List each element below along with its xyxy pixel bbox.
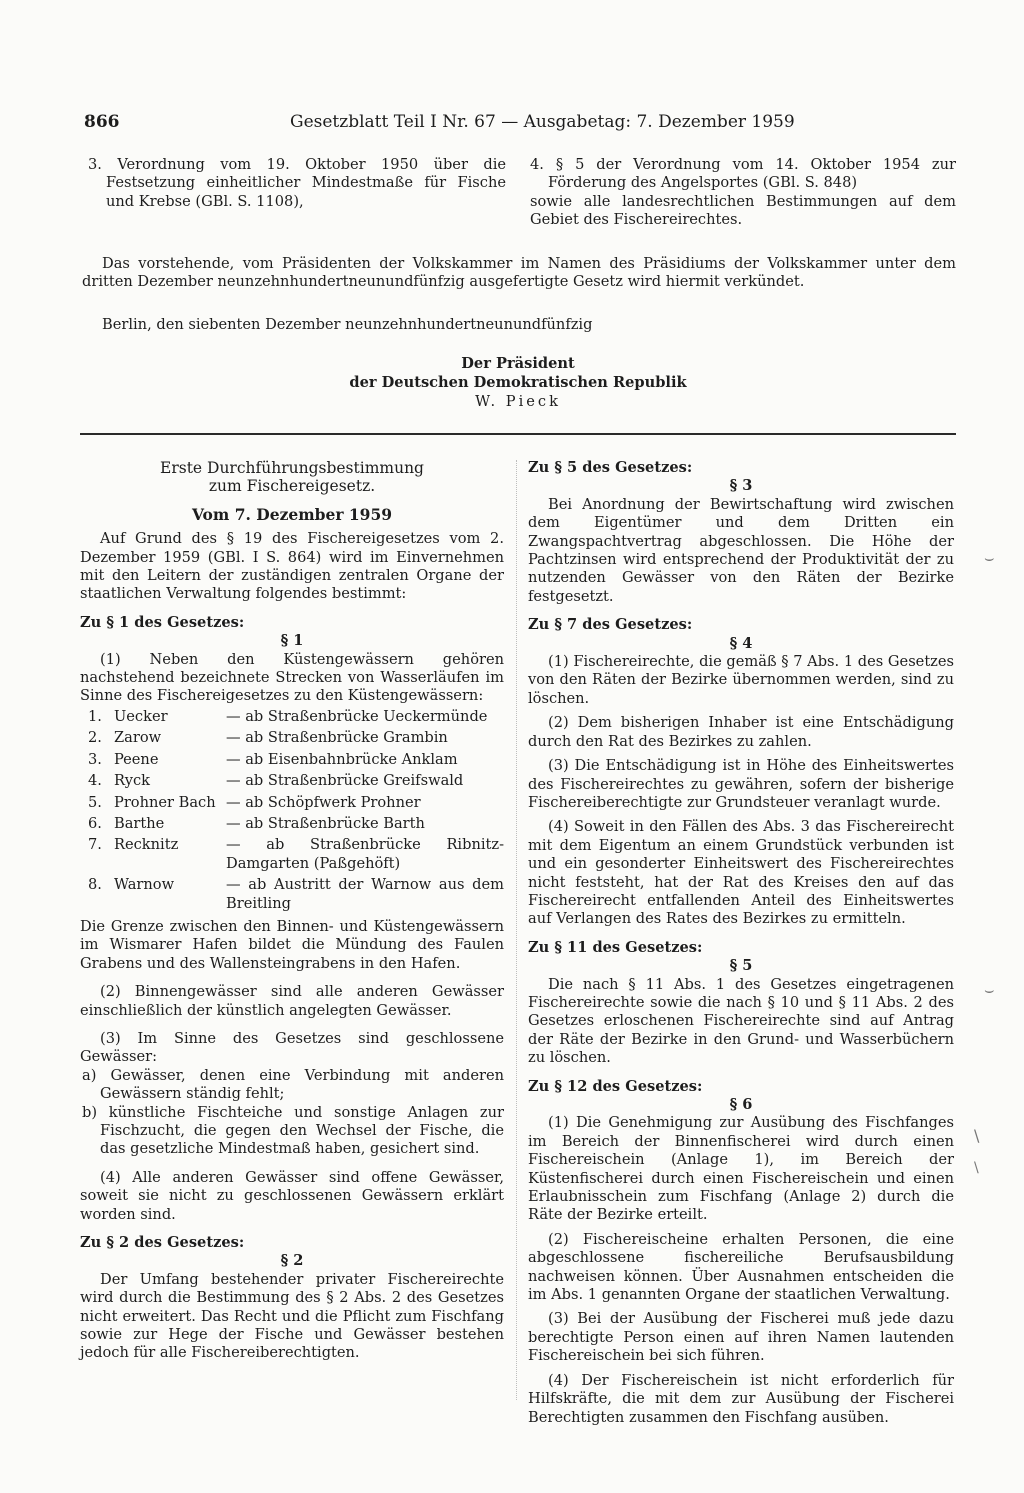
column-divider <box>516 460 517 1400</box>
top-left-item <box>88 156 506 211</box>
river-desc: — ab Straßenbrücke Ribnitz-Damgarten (Paßgehöft) <box>226 836 504 872</box>
margin-mark: ⌣ <box>984 980 995 999</box>
river-number: 2. <box>88 729 102 747</box>
river-name: Uecker <box>114 707 168 725</box>
s1-clause-3a: a) Gewässer, denen eine Verbindung mit anderen Gewässern ständig fehlt; <box>82 1066 504 1103</box>
river-row <box>80 794 504 815</box>
margin-mark: \ <box>974 1126 980 1145</box>
left-column <box>80 459 504 1363</box>
river-row <box>80 836 504 876</box>
river-desc: — ab Straßenbrücke Ueckermünde <box>226 707 488 725</box>
s1-clause-1: (1) Neben den Küstengewässern gehören nachstehend bezeichnete Strecken von Wasserläufen im Sinne des Fischereigesetzes zu den Küstengewässern: <box>80 650 504 705</box>
repeal-item-4: 4. § 5 der Verordnung vom 14. Oktober 1954 zur Förderung des Angelsportes (GBl. S. 848) <box>530 156 956 192</box>
river-row <box>80 815 504 836</box>
river-row <box>80 751 504 772</box>
paragraph-2-heading: § 2 <box>280 1252 304 1270</box>
paragraph-5-heading: § 5 <box>729 957 753 975</box>
river-number: 7. <box>88 836 102 854</box>
river-desc: — ab Austritt der Warnow aus dem Breitling <box>226 876 504 912</box>
top-right-item <box>530 156 956 230</box>
river-number: 1. <box>88 707 102 725</box>
zu-1-heading: Zu § 1 des Gesetzes: <box>80 613 245 631</box>
signature-line-2: der Deutschen Demokratischen Republik <box>349 374 687 391</box>
rivers-table <box>80 708 504 916</box>
s4-clause-2: (2) Dem bisherigen Inhaber ist eine Entschädigung durch den Rat des Bezirkes zu zahlen. <box>528 714 954 750</box>
signature-line-1: Der Präsident <box>461 355 575 372</box>
river-name: Zarow <box>114 729 162 747</box>
place-date-text: Berlin, den siebenten Dezember neunzehnhundertneunundfünfzig <box>102 316 593 333</box>
signature-block <box>300 354 736 411</box>
s4-clause-3: (3) Die Entschädigung ist in Höhe des Einheitswertes des Fischereirechtes zu gewähren, sofern der bisherige Fischereiberechtigte zur Grundsteuer veranlagt wurde. <box>528 757 954 811</box>
zu-7-heading: Zu § 7 des Gesetzes: <box>528 616 693 634</box>
river-name: Ryck <box>114 772 150 790</box>
s1-clause-2: (2) Binnengewässer sind alle anderen Gewässer einschließlich der künstlich angelegten Gewässer. <box>80 983 504 1019</box>
boundary-text: Die Grenze zwischen den Binnen- und Küstengewässern im Wismarer Hafen bildet die Mündung des Faulen Grabens und des Wallensteingrabens in den Hafen. <box>80 917 504 972</box>
signature-name: W. Pieck <box>475 393 561 410</box>
s1-clause-3b: b) künstliche Fischteiche und sonstige Anlagen zur Fischzucht, die gegen den Wechsel der Fische, die das gesetzliche Mindestmaß haben, gesichert sind. <box>82 1103 504 1158</box>
river-row <box>80 876 504 916</box>
river-row <box>80 729 504 750</box>
zu-11-heading: Zu § 11 des Gesetzes: <box>528 938 703 956</box>
river-row <box>80 772 504 793</box>
river-name: Peene <box>114 750 159 768</box>
repeal-item-3: 3. Verordnung vom 19. Oktober 1950 über die Festsetzung einheitlicher Mindestmaße für Fische und Krebse (GBl. S. 1108), <box>88 156 506 210</box>
river-desc: — ab Straßenbrücke Greifswald <box>226 772 464 790</box>
river-number: 8. <box>88 876 102 894</box>
river-desc: — ab Eisenbahnbrücke Anklam <box>226 750 458 768</box>
s6-clause-3: (3) Bei der Ausübung der Fischerei muß jede dazu berechtigte Person einen auf ihren Namen lautenden Fischereischein bei sich führen. <box>528 1310 954 1365</box>
regulation-title-2: zum Fischereigesetz. <box>208 477 376 496</box>
proclamation <box>82 255 956 292</box>
right-column <box>528 459 954 1427</box>
river-number: 5. <box>88 793 102 811</box>
paragraph-4-heading: § 4 <box>729 634 753 652</box>
repeal-item-4-continuation: sowie alle landesrechtlichen Bestimmungen auf dem Gebiet des Fischereirechtes. <box>530 192 956 229</box>
s5-text: Die nach § 11 Abs. 1 des Gesetzes eingetragenen Fischereirechte sowie die nach § 10 und § 11 Abs. 2 des Gesetzes erloschenen Fischereirechte sind auf Antrag der Räte der Bezirke in den Grund- und Wasserbüchern zu löschen. <box>528 975 954 1067</box>
zu-5-heading: Zu § 5 des Gesetzes: <box>528 459 693 476</box>
river-name: Recknitz <box>114 836 179 854</box>
river-name: Barthe <box>114 814 165 832</box>
s6-clause-4: (4) Der Fischereischein ist nicht erforderlich für Hilfskräfte, die mit dem zur Ausübung der Fischerei Berechtigten zusammen den Fischfang ausüben. <box>528 1371 954 1426</box>
paragraph-3-heading: § 3 <box>729 477 753 495</box>
regulation-title-1: Erste Durchführungsbestimmung <box>160 459 424 477</box>
zu-12-heading: Zu § 12 des Gesetzes: <box>528 1077 703 1095</box>
margin-mark: \ <box>974 1160 979 1176</box>
river-number: 4. <box>88 772 102 790</box>
river-number: 6. <box>88 814 102 832</box>
margin-mark: ⌣ <box>984 548 995 567</box>
river-name: Warnow <box>114 876 175 894</box>
page-number: 866 <box>84 112 120 132</box>
intro-text: Auf Grund des § 19 des Fischereigesetzes vom 2. Dezember 1959 (GBl. I S. 864) wird im Einvernehmen mit den Leitern der zuständigen zentralen Organe der staatlichen Verwaltung folgendes bestimmt: <box>80 530 504 603</box>
proclamation-text: Das vorstehende, vom Präsidenten der Volkskammer im Namen des Präsidiums der Volkskammer unter dem dritten Dezember neunzehnhundertneunundfünfzig ausgefertigte Gesetz wird hiermit verkündet. <box>82 255 956 291</box>
s3-text: Bei Anordnung der Bewirtschaftung wird zwischen dem Eigentümer und dem Dritten ein Zwangspachtvertrag abgeschlossen. Die Höhe der Pachtzinsen wird entsprechend der Produktivität der zu nutzenden Gewässer von den Räten der Bezirke festgesetzt. <box>528 495 954 605</box>
s4-clause-4: (4) Soweit in den Fällen des Abs. 3 das Fischereirecht mit dem Eigentum an einem Grundstück verbunden ist und ein gesonderter Einheitswert des Fischereirechtes nicht feststeht, hat der Rat des Kreises den auf das Fischereirecht entfallenden Anteil des Einheitswertes auf Verlangen des Rates des Bezirkes zu ermitteln. <box>528 818 954 928</box>
s4-clause-1: (1) Fischereirechte, die gemäß § 7 Abs. 1 des Gesetzes von den Räten der Bezirke übernommen werden, sind zu löschen. <box>528 653 954 707</box>
header-title: Gesetzblatt Teil I Nr. 67 — Ausgabetag: 7. Dezember 1959 <box>290 112 795 132</box>
paragraph-6-heading: § 6 <box>729 1096 753 1113</box>
zu-2-heading: Zu § 2 des Gesetzes: <box>80 1234 245 1252</box>
river-desc: — ab Straßenbrücke Barth <box>226 814 425 832</box>
s1-clause-4: (4) Alle anderen Gewässer sind offene Gewässer, soweit sie nicht zu geschlossenen Gewässern erklärt worden sind. <box>80 1168 504 1223</box>
river-name: Prohner Bach <box>114 793 216 811</box>
river-number: 3. <box>88 750 102 768</box>
s2-text: Der Umfang bestehender privater Fischereirechte wird durch die Bestimmung des § 2 Abs. 2 des Gesetzes nicht erweitert. Das Recht und die Pflicht zum Fischfang sowie zur Hege der Fische und Gewässer bestehen jedoch für alle Fischereiberechtigten. <box>80 1270 504 1362</box>
river-desc: — ab Straßenbrücke Grambin <box>226 729 448 747</box>
river-desc: — ab Schöpfwerk Prohner <box>226 793 421 811</box>
paragraph-1-heading: § 1 <box>280 632 304 650</box>
river-row <box>80 708 504 729</box>
section-rule <box>80 433 956 435</box>
s6-clause-1: (1) Die Genehmigung zur Ausübung des Fischfanges im Bereich der Binnenfischerei wird durch einen Fischereischein (Anlage 1), im Bereich der Küstenfischerei durch einen Fischereischein und einen Erlaubnisschein zum Fischfang (Anlage 2) durch die Räte der Bezirke erteilt. <box>528 1114 954 1224</box>
s6-clause-2: (2) Fischereischeine erhalten Personen, die eine abgeschlossene fischereiliche Berufsausbildung nachweisen können. Über Ausnahmen entscheiden die im Abs. 1 genannten Organe der staatlichen Verwaltung. <box>528 1230 954 1304</box>
s1-clause-3: (3) Im Sinne des Gesetzes sind geschlossene Gewässer: <box>80 1029 504 1066</box>
place-date <box>102 316 802 334</box>
regulation-date: Vom 7. Dezember 1959 <box>191 504 393 524</box>
